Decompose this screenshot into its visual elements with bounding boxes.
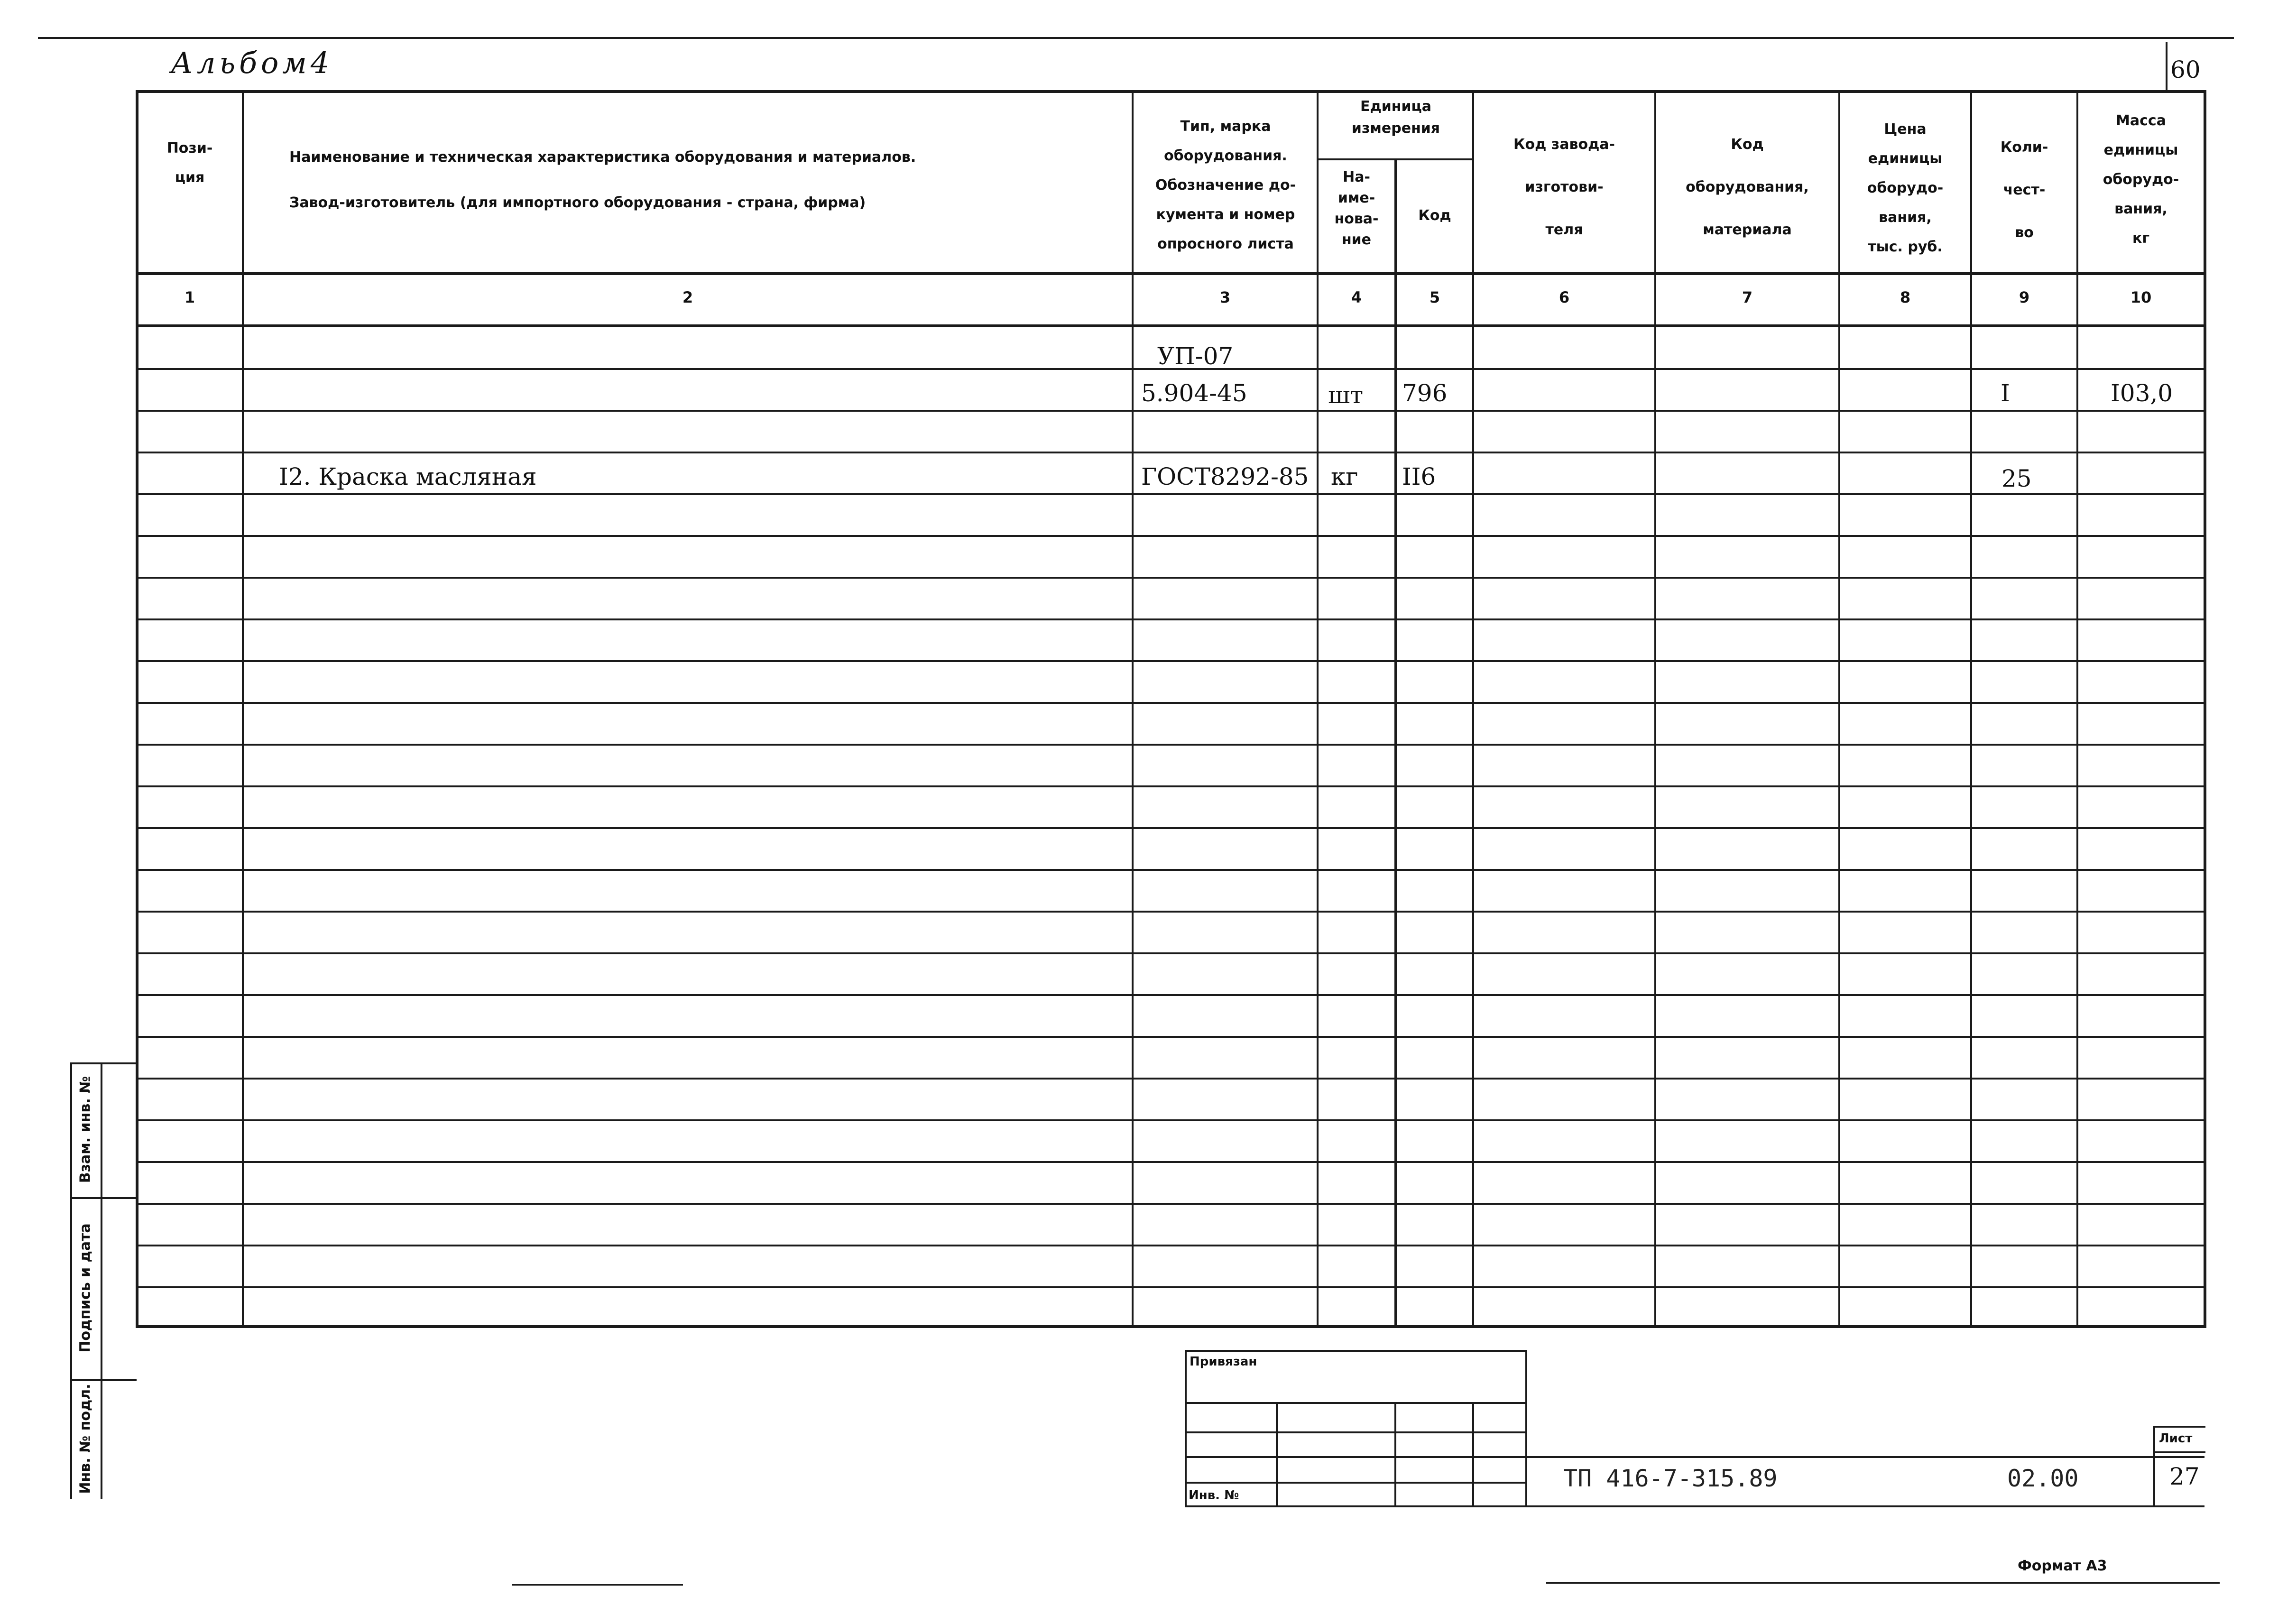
table-row-line: [136, 1161, 2205, 1163]
sheet-box-top: [2153, 1426, 2205, 1428]
table-row-line: [136, 1036, 2205, 1038]
stamp-bottom: [1185, 1505, 2204, 1507]
col-number-8: 8: [1900, 288, 1911, 306]
table-row-line: [136, 702, 2205, 704]
stamp-col-3: [1472, 1402, 1474, 1506]
stamp-privyazan-label: Привязан: [1190, 1355, 1257, 1369]
col-number-4: 4: [1351, 288, 1362, 306]
row4-quantity: 25: [2002, 465, 2032, 492]
stamp-row-4: [1185, 1482, 1527, 1484]
stamp-row-2: [1185, 1431, 1527, 1433]
sheet-label: Лист: [2159, 1431, 2193, 1446]
table-bottom-border: [136, 1325, 2205, 1328]
table-right-border: [2204, 90, 2206, 1328]
row1-type: УП-07: [1157, 342, 1234, 370]
table-row-line: [136, 785, 2205, 787]
table-row-line: [136, 952, 2205, 954]
table-row-line: [136, 1119, 2205, 1121]
album-label: Альбом4: [171, 46, 333, 80]
stamp-row-1: [1185, 1402, 1527, 1404]
col-number-9: 9: [2019, 288, 2030, 306]
sheet-box-left: [2153, 1426, 2155, 1507]
table-row-line: [136, 535, 2205, 537]
table-top-border: [136, 90, 2205, 93]
document-code: ТП 416-7-315.89: [1563, 1465, 1778, 1492]
table-row-line: [136, 1286, 2205, 1288]
table-row-line: [136, 827, 2205, 829]
table-row-line: [136, 493, 2205, 495]
doc-line-top: [1525, 1456, 2204, 1458]
col-divider-1-2: [242, 90, 244, 1328]
header-unit-name: На- име- нова- ние: [1334, 169, 1379, 248]
row2-quantity: I: [2001, 379, 2010, 407]
table-row-line: [136, 744, 2205, 746]
header-position: Пози- ция: [166, 140, 213, 186]
row4-unit: кг: [1331, 463, 1358, 490]
col-number-2: 2: [682, 288, 693, 306]
table-row-line: [136, 618, 2205, 620]
sheet-box-mid: [2153, 1451, 2205, 1453]
page-number-box-left: [2166, 42, 2168, 93]
format-label: Формат А3: [2018, 1558, 2107, 1574]
row2-unit-code: 796: [1402, 379, 1448, 407]
col-divider-2-3: [1132, 90, 1134, 1328]
stamp-col-2: [1394, 1402, 1396, 1506]
header-name: Наименование и техническая характеристика оборудования и материалов. Завод-изготовитель (для импортного оборудования - страна, фирма): [289, 149, 916, 211]
side-label-vzam: Взам. инв. №: [77, 1076, 94, 1183]
header-factory-code: Код завода- изготови- теля: [1513, 136, 1615, 238]
row2-unit-mass: I03,0: [2111, 379, 2173, 407]
table-left-border: [136, 90, 138, 1328]
col-number-7: 7: [1742, 288, 1753, 306]
side-label-inv: Инв. № подл.: [77, 1384, 94, 1494]
col-divider-9-10: [2076, 90, 2078, 1328]
col-divider-7-8: [1838, 90, 1840, 1328]
table-row-line: [136, 869, 2205, 871]
header-unit-group: Единица измерения: [1351, 98, 1440, 137]
top-rule: [38, 37, 2234, 39]
sheet-code: 02.00: [2007, 1465, 2079, 1492]
col-divider-3-4: [1317, 90, 1319, 1328]
sheet-number: 27: [2169, 1463, 2200, 1490]
stamp-right: [1525, 1350, 1527, 1507]
header-type: Тип, марка оборудования. Обозначение до- кумента и номер опросного листа: [1155, 118, 1296, 252]
table-row-line: [136, 452, 2205, 453]
table-row-line: [136, 577, 2205, 579]
table-row-line: [136, 994, 2205, 996]
bottom-rule-short: [512, 1584, 683, 1586]
col-divider-6-7: [1654, 90, 1656, 1328]
row2-type: 5.904-45: [1141, 379, 1247, 407]
unit-header-split: [1317, 158, 1473, 160]
header-equipment-code: Код оборудования, материала: [1686, 136, 1809, 238]
col-number-5: 5: [1429, 288, 1440, 306]
margin-box-left: [70, 1062, 72, 1499]
header-unit-price: Цена единицы оборудо- вания, тыс. руб.: [1867, 121, 1944, 255]
table-row-line: [136, 410, 2205, 412]
col-number-6: 6: [1559, 288, 1570, 306]
col-divider-8-9: [1970, 90, 1972, 1328]
header-unit-code: Код: [1418, 207, 1451, 224]
header-bottom-border: [136, 272, 2205, 275]
bottom-rule: [1546, 1582, 2220, 1584]
row4-type: ГОСТ8292-85: [1141, 463, 1309, 490]
table-row-line: [136, 911, 2205, 913]
stamp-inv-label: Инв. №: [1189, 1488, 1239, 1503]
row4-name: I2. Краска масляная: [279, 463, 537, 490]
col-number-3: 3: [1219, 288, 1231, 306]
side-label-podpis: Подпись и дата: [77, 1223, 94, 1353]
table-row-line: [136, 660, 2205, 662]
table-row-line: [136, 1245, 2205, 1246]
stamp-left: [1185, 1350, 1187, 1507]
margin-box-mid: [101, 1062, 102, 1499]
header-unit-mass: Масса единицы оборудо- вания, кг: [2103, 112, 2179, 247]
col-divider-5-6: [1472, 90, 1474, 1328]
page-number: 60: [2170, 56, 2201, 83]
col-number-1: 1: [184, 288, 195, 306]
header-quantity: Коли- чест- во: [2000, 139, 2048, 241]
table-row-line: [136, 1203, 2205, 1205]
stamp-top: [1185, 1350, 1527, 1352]
row2-unit: шт: [1328, 381, 1364, 409]
table-row-line: [136, 1078, 2205, 1080]
number-row-bottom-border: [136, 324, 2205, 327]
stamp-col-1: [1276, 1402, 1278, 1506]
stamp-row-3: [1185, 1456, 1527, 1458]
row4-unit-code: II6: [1402, 463, 1436, 490]
col-number-10: 10: [2130, 288, 2152, 306]
margin-divider-1: [70, 1197, 137, 1199]
